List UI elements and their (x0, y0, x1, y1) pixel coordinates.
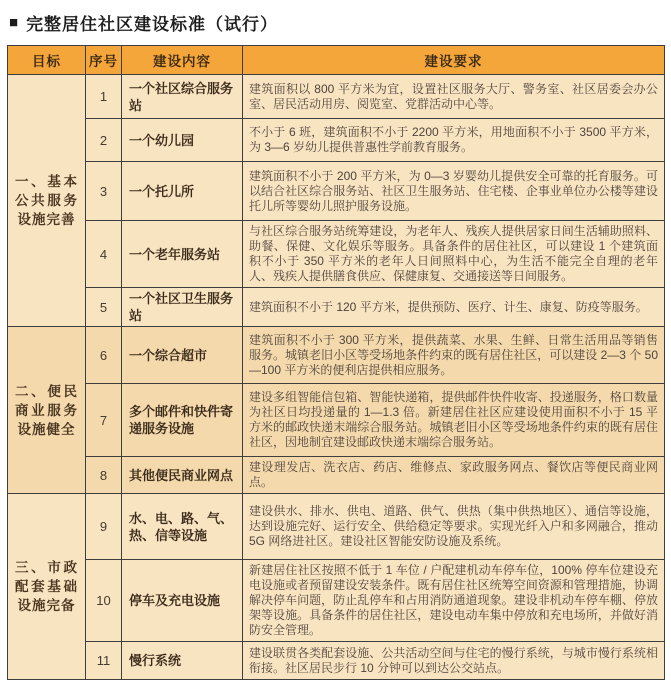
row-requirement: 建设联贯各类配套设施、公共活动空间与住宅的慢行系统，与城市慢行系统相衔接。社区居民步行 10 分钟可以到达公交站点。 (243, 642, 665, 680)
table-row (8, 642, 665, 680)
row-requirement: 建筑面积以 800 平方米为宜，设置社区服务大厅、警务室、社区居委会办公室、居民活动用房、阅览室、党群活动中心等。 (243, 75, 665, 119)
table-row (8, 75, 665, 119)
row-content: 一个综合超市 (122, 327, 243, 384)
row-content: 水、电、路、气、热、信等设施 (122, 494, 243, 560)
table-row (8, 162, 665, 221)
standards-table (7, 45, 665, 680)
table-row (8, 288, 665, 327)
row-requirement: 建设多组智能信包箱、智能快递箱，提供邮件快件收寄、投递服务，格口数量为社区日均投递量的 1—1.3 倍。新建居住社区应建设使用面积不小于 15 平方米的邮政快递末端综合服务站。城镇老旧小区等受场地条件约束的既有居住社区，因地制宜建设邮政快递末端综合服务站。 (243, 384, 665, 457)
row-content: 停车及充电设施 (122, 560, 243, 642)
row-number: 6 (86, 327, 122, 384)
table-row (8, 457, 665, 494)
table-header-row (8, 46, 665, 75)
row-number: 2 (86, 119, 122, 162)
row-requirement: 新建居住社区按照不低于 1 车位 / 户配建机动车停车位，100% 停车位建设充电设施或者预留建设安装条件。既有居住社区统筹空间资源和管理措施，协调解决停车问题，防止乱停车和占用消防通道现象。建设非机动车停车棚、停放架等设施。具备条件的居住社区，建设电动车集中停放和充电场所，并做好消防安全管理。 (243, 560, 665, 642)
row-content: 一个社区卫生服务站 (122, 288, 243, 327)
header-content: 建设内容 (122, 46, 243, 75)
row-requirement: 建筑面积不小于 200 平方米，为 0—3 岁婴幼儿提供安全可靠的托育服务。可以结合社区综合服务站、社区卫生服务站、住宅楼、企事业单位办公楼等建设托儿所等婴幼儿照护服务设施。 (243, 162, 665, 221)
row-content: 一个老年服务站 (122, 221, 243, 288)
goal-group-2: 二、便民商业服务设施健全 (8, 327, 86, 494)
row-content: 一个社区综合服务站 (122, 75, 243, 119)
row-content: 一个托儿所 (122, 162, 243, 221)
row-content: 多个邮件和快件寄递服务设施 (122, 384, 243, 457)
row-content: 其他便民商业网点 (122, 457, 243, 494)
row-number: 1 (86, 75, 122, 119)
row-number: 7 (86, 384, 122, 457)
table-row (8, 384, 665, 457)
page-title (9, 10, 665, 35)
header-no: 序号 (86, 46, 122, 75)
row-number: 11 (86, 642, 122, 680)
row-content: 慢行系统 (122, 642, 243, 680)
row-requirement: 建筑面积不小于 300 平方米，提供蔬菜、水果、生鲜、日常生活用品等销售服务。城镇老旧小区等受场地条件约束的既有居住社区，可以建设 2—3 个 50—100 平方米的便利店提供相应服务。 (243, 327, 665, 384)
row-number: 5 (86, 288, 122, 327)
page-title-text: 完整居住社区建设标准（试行） (26, 15, 279, 34)
row-requirement: 建设供水、排水、供电、道路、供气、供热（集中供热地区）、通信等设施，达到设施完好、运行安全、供给稳定等要求。实现光纤入户和多网融合，推动 5G 网络进社区。建设社区智能安防设施及系统。 (243, 494, 665, 560)
goal-group-1: 一、基本公共服务设施完善 (8, 75, 86, 327)
table-row (8, 221, 665, 288)
header-goal: 目标 (8, 46, 86, 75)
row-number: 3 (86, 162, 122, 221)
table-row (8, 327, 665, 384)
row-requirement: 建筑面积不小于 120 平方米，提供预防、医疗、计生、康复、防疫等服务。 (243, 288, 665, 327)
row-number: 10 (86, 560, 122, 642)
row-number: 4 (86, 221, 122, 288)
row-requirement: 不小于 6 班，建筑面积不小于 2200 平方米，用地面积不小于 3500 平方米，为 3—6 岁幼儿提供普惠性学前教育服务。 (243, 119, 665, 162)
row-content: 一个幼儿园 (122, 119, 243, 162)
table-row (8, 119, 665, 162)
row-number: 9 (86, 494, 122, 560)
goal-group-3: 三、市政配套基础设施完备 (8, 494, 86, 680)
square-bullet-icon: ■ (9, 14, 20, 31)
row-requirement: 与社区综合服务站统筹建设，为老年人、残疾人提供居家日间生活辅助照料、助餐、保健、文化娱乐等服务。具备条件的居住社区，可以建设 1 个建筑面积不小于 350 平方米的老年人日间照料中心，为生活不能完全自理的老年人、残疾人提供膳食供应、保健康复、交通接送等日间服务。 (243, 221, 665, 288)
table-row (8, 560, 665, 642)
row-number: 8 (86, 457, 122, 494)
header-requirement: 建设要求 (243, 46, 665, 75)
table-row (8, 494, 665, 560)
row-requirement: 建设理发店、洗衣店、药店、维修点、家政服务网点、餐饮店等便民商业网点。 (243, 457, 665, 494)
